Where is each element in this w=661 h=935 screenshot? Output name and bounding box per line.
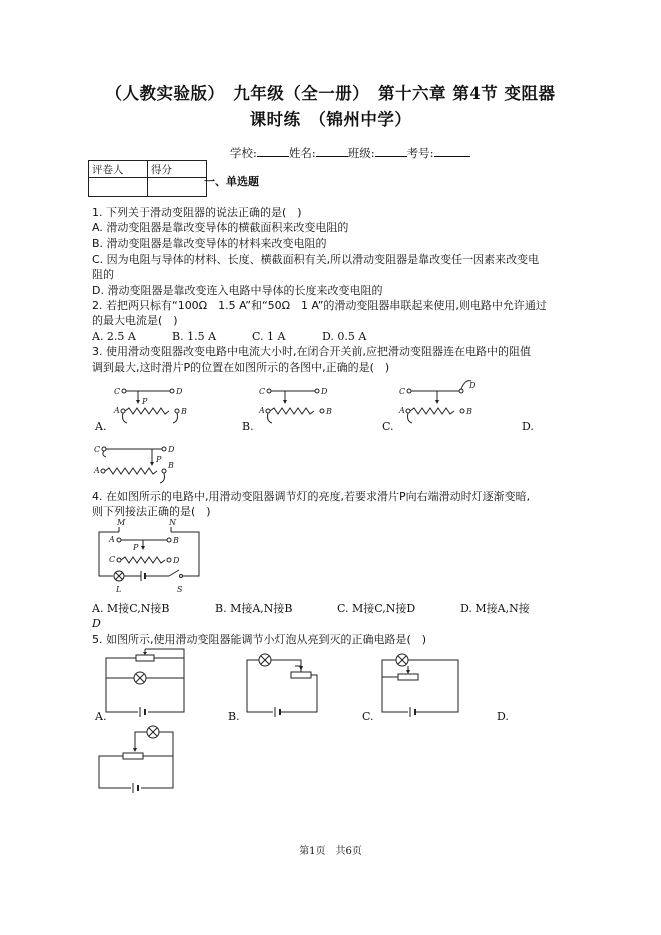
q5-option-a: A.	[95, 710, 107, 723]
svg-text:L: L	[116, 585, 122, 594]
q1-stem: 1. 下列关于滑动变阻器的说法正确的是( )	[92, 206, 302, 219]
q5-option-d: D.	[497, 710, 509, 723]
svg-text:A: A	[109, 535, 115, 544]
svg-text:B: B	[168, 461, 174, 470]
svg-text:D: D	[469, 381, 476, 390]
q4-option-d-tail: D	[92, 617, 101, 630]
grader-cell[interactable]	[89, 178, 148, 197]
name-blank[interactable]	[316, 145, 348, 157]
svg-text:A: A	[399, 406, 405, 415]
q2-stem-cont: 的最大电流是( )	[92, 314, 178, 327]
q5-circuit-d	[95, 724, 180, 794]
q3-stem-cont: 调到最大,这时滑片P的位置在如图所示的各图中,正确的是( )	[92, 361, 390, 374]
svg-text:P: P	[142, 397, 148, 406]
svg-text:B: B	[326, 407, 332, 416]
q5-circuit-c	[380, 652, 465, 718]
class-blank[interactable]	[375, 145, 407, 157]
q1-option-c-cont: 阻的	[92, 268, 114, 281]
svg-text:C: C	[259, 387, 266, 396]
q3-option-d: D.	[522, 420, 534, 433]
q4-option-c: C. M接C,N接D	[337, 602, 416, 615]
svg-text:D: D	[176, 387, 183, 396]
q4-option-a: A. M接C,N接B	[92, 602, 170, 615]
exam-no-blank[interactable]	[434, 145, 470, 157]
q4-stem: 4. 在如图所示的电路中,用滑动变阻器调节灯的亮度,若要求滑片P向右端滑动时灯逐渐变暗,	[92, 490, 531, 503]
svg-text:S: S	[177, 585, 183, 594]
score-table	[88, 160, 207, 197]
q5-option-c: C.	[362, 710, 374, 723]
name-label: 姓名:	[288, 146, 316, 160]
q1-option-c: C. 因为电阻与导体的材料、长度、横截面积有关,所以滑动变阻器是靠改变任一因素来改变电	[92, 253, 540, 266]
q4-circuit-diagram	[95, 518, 205, 598]
q3-option-a: A.	[95, 420, 107, 433]
q5-option-b: B.	[228, 710, 240, 723]
q1-option-a: A. 滑动变阻器是靠改变导体的横截面积来改变电阻的	[92, 221, 349, 234]
section-title: 一、单选题	[204, 175, 259, 188]
score-header: 得分	[148, 161, 207, 178]
q2-stem: 2. 若把两只标有“100Ω 1.5 A”和“50Ω 1 A”的滑动变阻器串联起来使用,则电路中允许通过	[92, 299, 547, 312]
q3-option-b: B.	[242, 420, 254, 433]
svg-text:P: P	[133, 543, 139, 552]
q3-diagram-a	[110, 380, 200, 430]
svg-text:C: C	[94, 445, 101, 454]
page-subtitle: 课时练 （锦州中学）	[249, 110, 412, 129]
q2-option-d: D. 0.5 A	[322, 330, 367, 343]
q3-diagram-c	[395, 376, 490, 428]
q1-option-d: D. 滑动变阻器是靠改变连入电路中导体的长度来改变电阻的	[92, 284, 383, 297]
q5-stem: 5. 如图所示,使用滑动变阻器能调节小灯泡从亮到灭的正确电路是( )	[92, 633, 427, 646]
q2-option-b: B. 1.5 A	[172, 330, 217, 343]
svg-text:C: C	[114, 387, 121, 396]
q3-stem: 3. 使用滑动变阻器改变电路中电流大小时,在闭合开关前,应把滑动变阻器连在电路中的阻值	[92, 345, 531, 358]
svg-text:C: C	[109, 555, 116, 564]
q4-option-b: B. M接A,N接B	[215, 602, 293, 615]
q3-diagram-d	[90, 438, 185, 488]
q2-option-c: C. 1 A	[252, 330, 286, 343]
q5-circuit-b	[245, 652, 325, 718]
svg-text:A: A	[259, 406, 265, 415]
exam-no-label: 考号:	[406, 146, 434, 160]
class-label: 班级:	[347, 146, 375, 160]
q4-stem-cont: 则下列接法正确的是( )	[92, 505, 211, 518]
q2-option-a: A. 2.5 A	[92, 330, 136, 343]
svg-text:B: B	[173, 536, 179, 545]
school-blank[interactable]	[257, 145, 289, 157]
svg-text:P: P	[156, 455, 162, 464]
svg-text:D: D	[173, 556, 180, 565]
grader-header: 评卷人	[89, 161, 148, 178]
page-footer: 第1页 共6页	[299, 846, 362, 857]
svg-text:M: M	[117, 518, 126, 527]
svg-text:A: A	[114, 406, 120, 415]
svg-text:C: C	[399, 387, 406, 396]
svg-text:B: B	[466, 407, 472, 416]
school-label: 学校:	[230, 146, 257, 160]
q4-option-d: D. M接A,N接	[460, 602, 530, 615]
student-info-line	[230, 145, 470, 160]
q3-diagram-b	[255, 380, 345, 430]
q1-option-b: B. 滑动变阻器是靠改变导体的材料来改变电阻的	[92, 237, 327, 250]
score-cell[interactable]	[148, 178, 207, 197]
svg-text:N: N	[169, 518, 176, 527]
q3-option-c: C.	[382, 420, 394, 433]
svg-text:A: A	[94, 466, 100, 475]
page-title: （人教实验版） 九年级（全一册） 第十六章 第4节 变阻器	[105, 84, 556, 103]
svg-text:D: D	[168, 445, 175, 454]
svg-text:B: B	[181, 407, 187, 416]
svg-text:D: D	[321, 387, 328, 396]
q5-circuit-a	[100, 648, 190, 718]
